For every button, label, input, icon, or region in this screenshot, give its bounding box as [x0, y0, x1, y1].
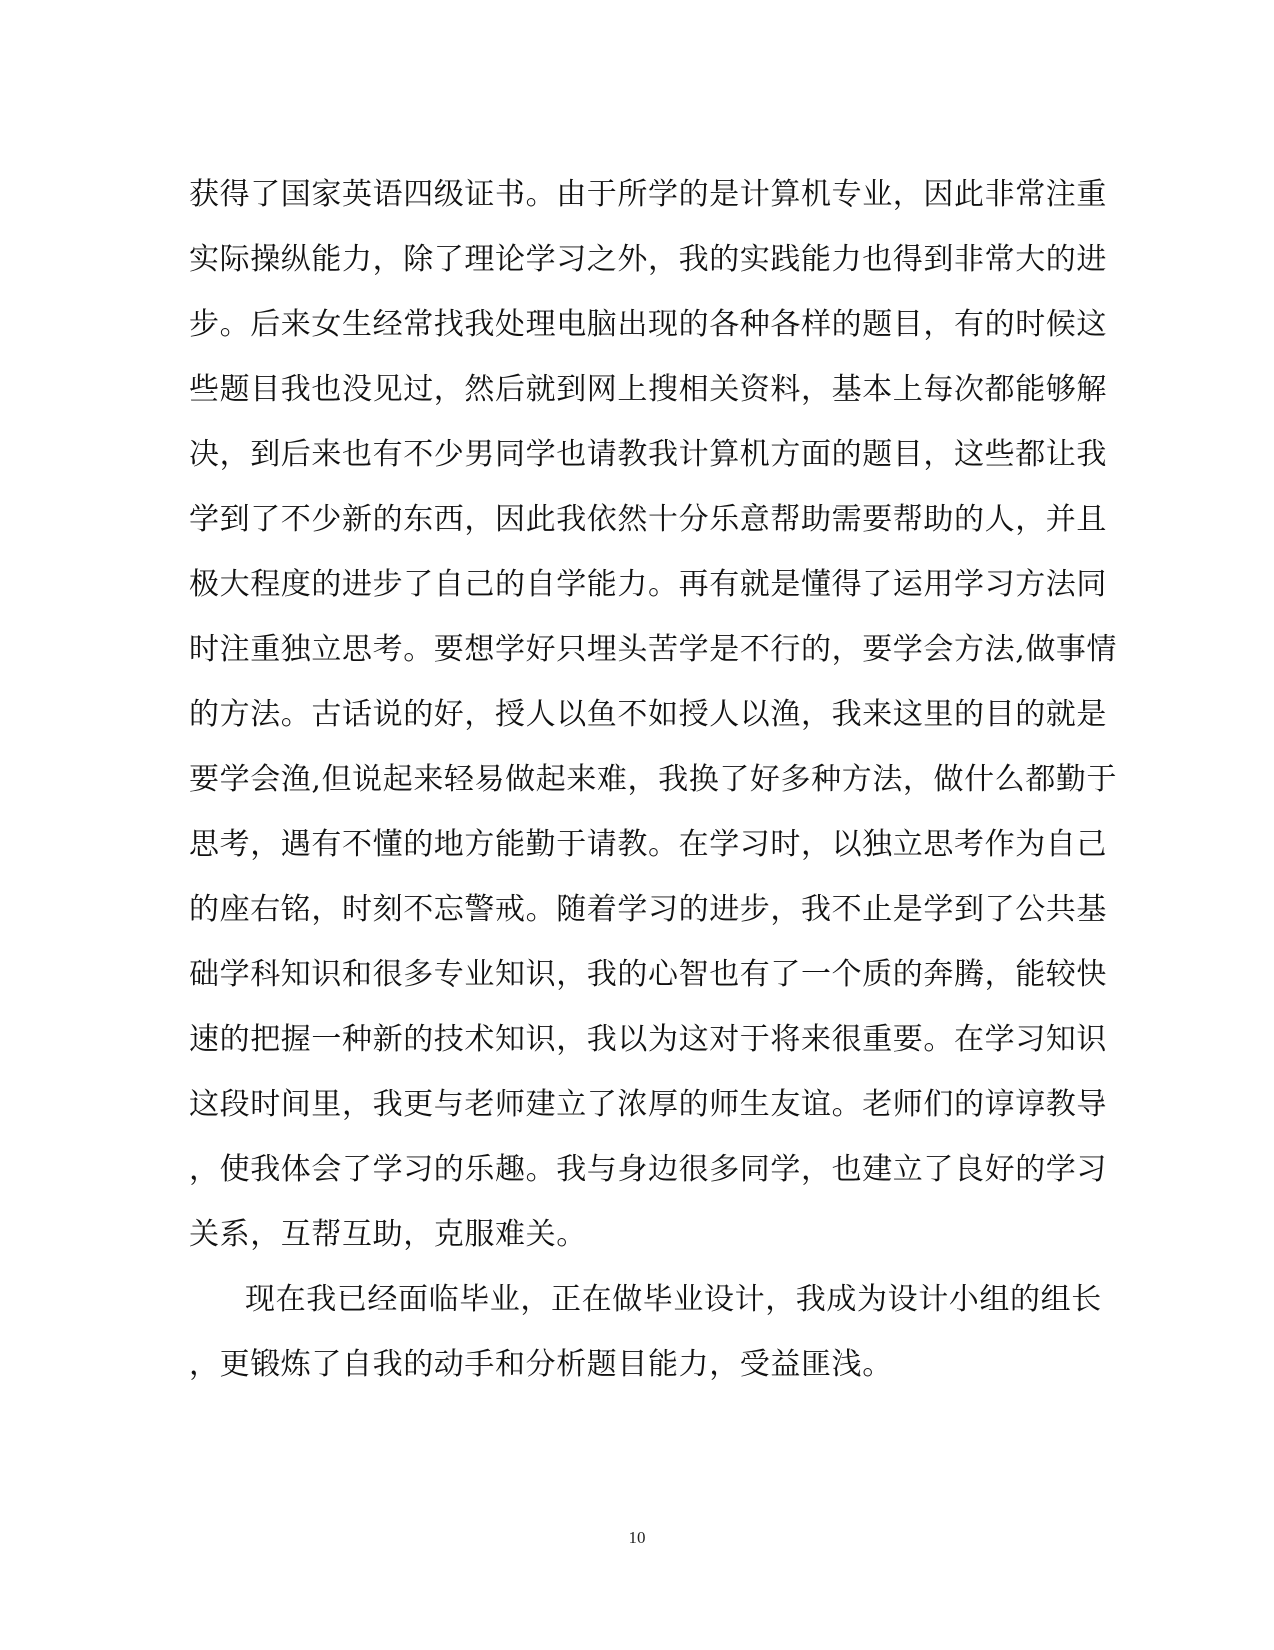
text-line: 步。后来女生经常找我处理电脑出现的各种各样的题目，有的时候这 [189, 307, 1107, 342]
text-line: 速的把握一种新的技术知识，我以为这对于将来很重要。在学习知识 [189, 1022, 1107, 1057]
text-line: ，更锻炼了自我的动手和分析题目能力，受益匪浅。 [189, 1347, 893, 1382]
text-line: 获得了国家英语四级证书。由于所学的是计算机专业，因此非常注重 [189, 177, 1107, 212]
text-line: 要学会渔,但说起来轻易做起来难，我换了好多种方法，做什么都勤于 [189, 762, 1118, 797]
text-line: 学到了不少新的东西，因此我依然十分乐意帮助需要帮助的人，并且 [189, 502, 1107, 537]
document-body [189, 162, 1118, 1397]
text-line: 的座右铭，时刻不忘警戒。随着学习的进步，我不止是学到了公共基 [189, 892, 1107, 927]
text-line: 极大程度的进步了自己的自学能力。再有就是懂得了运用学习方法同 [189, 567, 1107, 602]
text-line: 思考，遇有不懂的地方能勤于请教。在学习时，以独立思考作为自己 [189, 827, 1107, 862]
text-line: 的方法。古话说的好，授人以鱼不如授人以渔，我来这里的目的就是 [189, 697, 1107, 732]
text-line: 现在我已经面临毕业，正在做毕业设计，我成为设计小组的组长 [245, 1282, 1102, 1317]
text-line: ，使我体会了学习的乐趣。我与身边很多同学，也建立了良好的学习 [189, 1152, 1107, 1187]
text-line: 这段时间里，我更与老师建立了浓厚的师生友谊。老师们的谆谆教导 [189, 1087, 1107, 1122]
text-line: 时注重独立思考。要想学好只埋头苦学是不行的，要学会方法,做事情 [189, 632, 1118, 667]
text-line: 关系，互帮互助，克服难关。 [189, 1217, 587, 1252]
text-line: 实际操纵能力，除了理论学习之外，我的实践能力也得到非常大的进 [189, 242, 1107, 277]
text-line: 些题目我也没见过，然后就到网上搜相关资料，基本上每次都能够解 [189, 372, 1107, 407]
page-number: 10 [628, 1528, 646, 1547]
paragraph-2 [189, 1267, 1102, 1397]
text-line: 决，到后来也有不少男同学也请教我计算机方面的题目，这些都让我 [189, 437, 1107, 472]
paragraph-1 [189, 162, 1118, 1267]
text-line: 础学科知识和很多专业知识，我的心智也有了一个质的奔腾，能较快 [189, 957, 1107, 992]
